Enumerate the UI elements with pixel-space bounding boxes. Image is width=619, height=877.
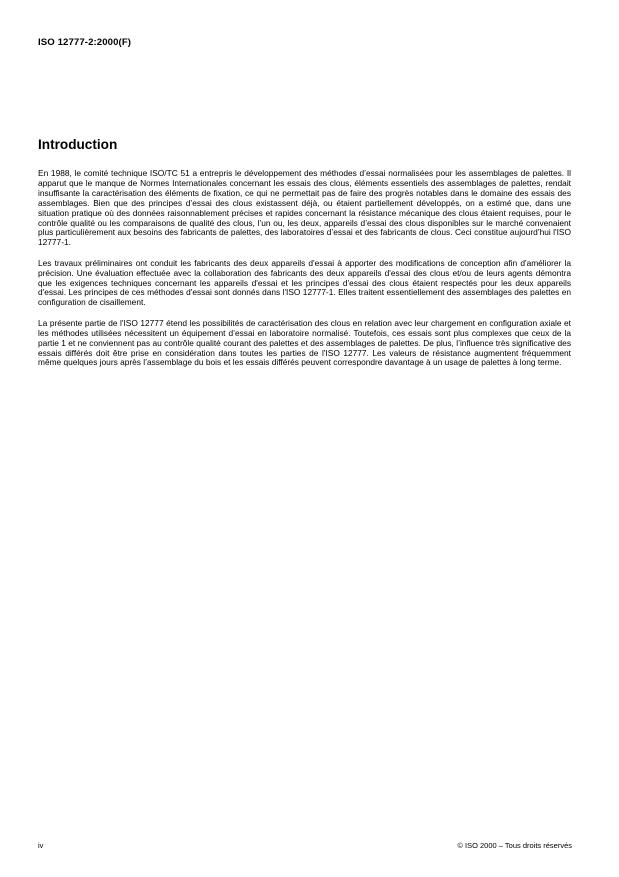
page-number: iv xyxy=(38,841,44,850)
section-title: Introduction xyxy=(38,137,118,152)
document-id: ISO 12777-2:2000(F) xyxy=(38,37,132,48)
copyright-notice: © ISO 2000 – Tous droits réservés xyxy=(457,841,572,850)
paragraph-3: La présente partie de l'ISO 12777 étend les possibilités de caractérisation des clous en relation avec leur chargement en configuration axiale et les méthodes utilisées nécessitent un équipement d’essai en laboratoire normalisé. Toutefois, ces essais sont plus complexes que ceux de la partie 1 et ne conviennent pas au contrôle qualité courant des palettes et des assemblages de palettes. De plus, l’influence très significative des essais différés doit être prise en considération dans toutes les parties de l'ISO 12777. Les valeurs de résistance augmentent fréquemment même quelques jours après l’assemblage du bois et les essais différés peuvent correspondre davantage à un usage de palettes à long terme. xyxy=(38,317,571,368)
paragraph-2: Les travaux préliminaires ont conduit les fabricants des deux appareils d'essai à apporter des modifications de conception afin d'améliorer la précision. Une évaluation effectuée avec la collaboration des fabricants des deux appareils d'essai des clous et/ou de leurs agents démontra que les exigences techniques concernant les appareils d'essai et les principes d'essai des clous étaient respectés pour les deux appareils d'essai. Les principes de ces méthodes d'essai sont donnés dans l'ISO 12777-1. Elles traitent essentiellement des assemblages des palettes en configuration de cisaillement. xyxy=(38,257,571,308)
paragraph-1: En 1988, le comité technique ISO/TC 51 a entrepris le développement des méthodes d’essai normalisées pour les assemblages de palettes. Il apparut que le manque de Normes Internationales concernant les essais des clous, éléments essentiels des assemblages de palettes, rendait insuffisante la caractérisation des éléments de fixation, ce qui ne permettait pas de faire des progrès notables dans le domaine des essais des assemblages. Bien que des principes d’essai des clous existassent déjà, ou étaient partiellement développés, on a estimé que, dans une situation pratique où des données raisonnablement précises et rapides concernant la résistance mécanique des clous étaient requises, pour le contrôle qualité ou les comparaisons de qualité des clous, l’un ou, les deux, appareils d’essai des clous disponibles sur le marché convenaient plus particulièrement aux besoins des fabricants de palettes, des laboratoires d’essai et des fabricants de clous. Ceci constitue aujourd’hui l'ISO 12777-1. xyxy=(38,168,571,248)
section-body xyxy=(38,169,571,379)
